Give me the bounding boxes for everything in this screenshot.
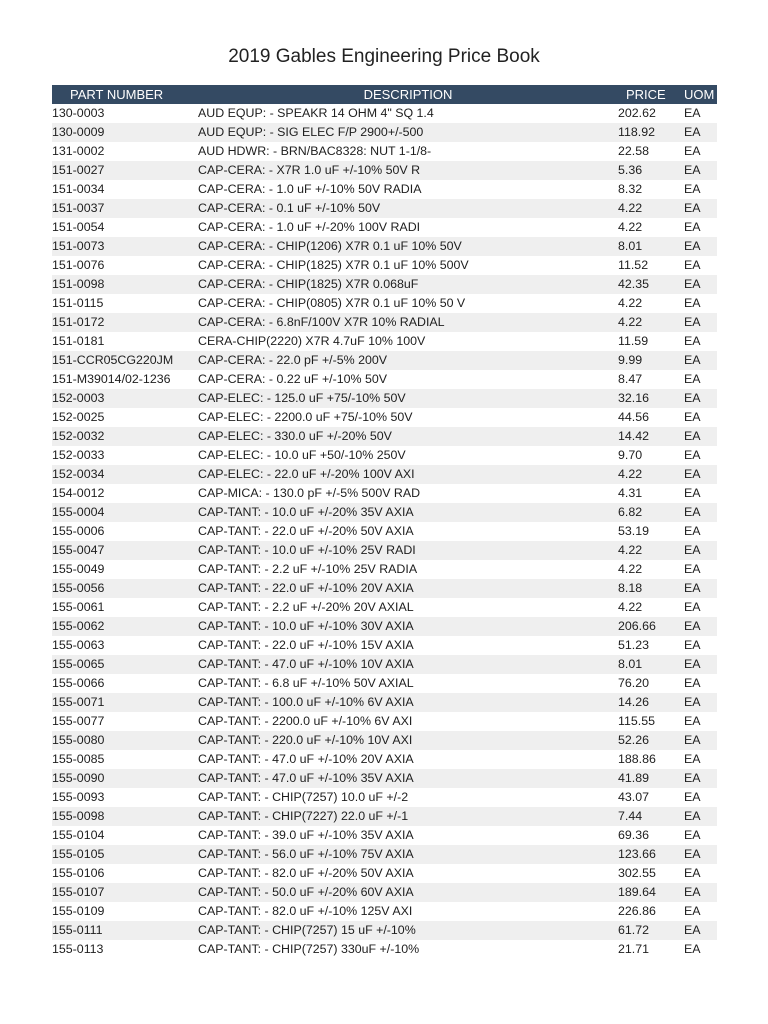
part-number-cell: 154-0012	[52, 486, 105, 500]
description-cell: CAP-TANT: - CHIP(7227) 22.0 uF +/-1	[198, 809, 409, 823]
price-cell: 9.70	[618, 448, 643, 462]
table-row	[52, 788, 717, 807]
price-cell: 69.36	[618, 828, 650, 842]
description-cell: CAP-TANT: - 2200.0 uF +/-10% 6V AXI	[198, 714, 413, 728]
part-number-cell: 152-0034	[52, 467, 105, 481]
part-number-cell: 155-0071	[52, 695, 105, 709]
price-cell: 9.99	[618, 353, 643, 367]
part-number-cell: 155-0004	[52, 505, 105, 519]
part-number-cell: 151-0172	[52, 315, 105, 329]
part-number-cell: 155-0085	[52, 752, 105, 766]
table-row	[52, 389, 717, 408]
price-cell: 61.72	[618, 923, 650, 937]
description-cell: CAP-TANT: - 56.0 uF +/-10% 75V AXIA	[198, 847, 414, 861]
table-row	[52, 693, 717, 712]
table-body	[52, 104, 717, 959]
part-number-cell: 155-0106	[52, 866, 105, 880]
part-number-cell: 155-0077	[52, 714, 105, 728]
table-row	[52, 921, 717, 940]
price-cell: 189.64	[618, 885, 656, 899]
table-row	[52, 313, 717, 332]
table-row	[52, 332, 717, 351]
price-cell: 7.44	[618, 809, 643, 823]
price-cell: 4.22	[618, 467, 643, 481]
description-cell: CAP-TANT: - 2.2 uF +/-10% 25V RADIA	[198, 562, 418, 576]
price-cell: 4.22	[618, 600, 643, 614]
table-row	[52, 503, 717, 522]
table-row	[52, 712, 717, 731]
table-row	[52, 351, 717, 370]
table-row	[52, 484, 717, 503]
price-cell: 51.23	[618, 638, 650, 652]
price-cell: 8.01	[618, 239, 643, 253]
table-row	[52, 655, 717, 674]
table-row	[52, 579, 717, 598]
uom-cell: EA	[684, 733, 701, 747]
price-cell: 226.86	[618, 904, 656, 918]
description-cell: CAP-TANT: - 6.8 uF +/-10% 50V AXIAL	[198, 676, 414, 690]
part-number-cell: 155-0006	[52, 524, 105, 538]
part-number-cell: 155-0113	[52, 942, 104, 956]
description-cell: CAP-CERA: - CHIP(1825) X7R 0.1 uF 10% 500V	[198, 258, 469, 272]
part-number-cell: 155-0056	[52, 581, 105, 595]
table-row	[52, 522, 717, 541]
header-price: PRICE	[626, 87, 666, 102]
description-cell: CAP-TANT: - CHIP(7257) 330uF +/-10%	[198, 942, 420, 956]
part-number-cell: 155-0066	[52, 676, 105, 690]
uom-cell: EA	[684, 657, 701, 671]
price-cell: 123.66	[618, 847, 656, 861]
description-cell: CAP-TANT: - 10.0 uF +/-20% 35V AXIA	[198, 505, 414, 519]
uom-cell: EA	[684, 486, 701, 500]
part-number-cell: 155-0111	[52, 923, 103, 937]
uom-cell: EA	[684, 524, 701, 538]
uom-cell: EA	[684, 714, 701, 728]
uom-cell: EA	[684, 562, 701, 576]
description-cell: AUD HDWR: - BRN/BAC8328: NUT 1-1/8-	[198, 144, 432, 158]
description-cell: CAP-MICA: - 130.0 pF +/-5% 500V RAD	[198, 486, 421, 500]
price-cell: 118.92	[618, 125, 655, 139]
description-cell: CAP-ELEC: - 125.0 uF +75/-10% 50V	[198, 391, 406, 405]
uom-cell: EA	[684, 467, 701, 481]
description-cell: CAP-TANT: - 22.0 uF +/-20% 50V AXIA	[198, 524, 414, 538]
table-row	[52, 598, 717, 617]
description-cell: CAP-CERA: - 0.1 uF +/-10% 50V	[198, 201, 381, 215]
part-number-cell: 151-0115	[52, 296, 104, 310]
table-row	[52, 826, 717, 845]
description-cell: CAP-TANT: - 47.0 uF +/-10% 20V AXIA	[198, 752, 414, 766]
price-cell: 4.22	[618, 296, 643, 310]
description-cell: CAP-CERA: - X7R 1.0 uF +/-10% 50V R	[198, 163, 421, 177]
table-row	[52, 237, 717, 256]
table-row	[52, 142, 717, 161]
uom-cell: EA	[684, 125, 701, 139]
part-number-cell: 155-0063	[52, 638, 105, 652]
description-cell: AUD EQUP: - SPEAKR 14 OHM 4" SQ 1.4	[198, 106, 434, 120]
table-row	[52, 275, 717, 294]
price-cell: 76.20	[618, 676, 650, 690]
description-cell: CAP-TANT: - 47.0 uF +/-10% 35V AXIA	[198, 771, 414, 785]
description-cell: CAP-CERA: - 6.8nF/100V X7R 10% RADIAL	[198, 315, 445, 329]
description-cell: CAP-TANT: - 2.2 uF +/-20% 20V AXIAL	[198, 600, 414, 614]
uom-cell: EA	[684, 239, 701, 253]
uom-cell: EA	[684, 543, 701, 557]
table-row	[52, 218, 717, 237]
description-cell: CAP-TANT: - 82.0 uF +/-20% 50V AXIA	[198, 866, 414, 880]
description-cell: CAP-ELEC: - 330.0 uF +/-20% 50V	[198, 429, 392, 443]
description-cell: CAP-ELEC: - 2200.0 uF +75/-10% 50V	[198, 410, 413, 424]
part-number-cell: 155-0093	[52, 790, 105, 804]
description-cell: CAP-TANT: - 10.0 uF +/-10% 25V RADI	[198, 543, 416, 557]
description-cell: CAP-TANT: - 100.0 uF +/-10% 6V AXIA	[198, 695, 414, 709]
table-row	[52, 541, 717, 560]
part-number-cell: 155-0080	[52, 733, 105, 747]
price-cell: 14.26	[618, 695, 650, 709]
price-cell: 14.42	[618, 429, 650, 443]
uom-cell: EA	[684, 315, 701, 329]
uom-cell: EA	[684, 695, 701, 709]
header-uom: UOM	[684, 87, 715, 102]
part-number-cell: 155-0062	[52, 619, 105, 633]
table-row	[52, 256, 717, 275]
description-cell: CAP-CERA: - 1.0 uF +/-10% 50V RADIA	[198, 182, 422, 196]
part-number-cell: 155-0109	[52, 904, 105, 918]
part-number-cell: 152-0003	[52, 391, 105, 405]
price-cell: 302.55	[618, 866, 656, 880]
part-number-cell: 155-0049	[52, 562, 105, 576]
uom-cell: EA	[684, 429, 701, 443]
uom-cell: EA	[684, 771, 701, 785]
uom-cell: EA	[684, 847, 701, 861]
part-number-cell: 152-0033	[52, 448, 105, 462]
uom-cell: EA	[684, 372, 701, 386]
table-row	[52, 807, 717, 826]
part-number-cell: 152-0025	[52, 410, 105, 424]
price-cell: 6.82	[618, 505, 643, 519]
description-cell: CAP-CERA: - CHIP(0805) X7R 0.1 uF 10% 50 V	[198, 296, 466, 310]
description-cell: CAP-CERA: - 22.0 pF +/-5% 200V	[198, 353, 388, 367]
description-cell: CAP-CERA: - CHIP(1825) X7R 0.068uF	[198, 277, 419, 291]
uom-cell: EA	[684, 201, 701, 215]
price-cell: 22.58	[618, 144, 650, 158]
price-cell: 8.32	[618, 182, 643, 196]
part-number-cell: 151-M39014/02-1236	[52, 372, 171, 386]
table-row	[52, 161, 717, 180]
price-cell: 4.22	[618, 562, 643, 576]
uom-cell: EA	[684, 619, 701, 633]
price-cell: 53.19	[618, 524, 650, 538]
header-part-number: PART NUMBER	[70, 87, 164, 102]
part-number-cell: 151-0054	[52, 220, 105, 234]
description-cell: CAP-TANT: - 10.0 uF +/-10% 30V AXIA	[198, 619, 414, 633]
uom-cell: EA	[684, 828, 701, 842]
uom-cell: EA	[684, 296, 701, 310]
description-cell: CAP-CERA: - 1.0 uF +/-20% 100V RADI	[198, 220, 421, 234]
uom-cell: EA	[684, 600, 701, 614]
uom-cell: EA	[684, 258, 701, 272]
uom-cell: EA	[684, 809, 701, 823]
part-number-cell: 130-0009	[52, 125, 105, 139]
price-cell: 43.07	[618, 790, 650, 804]
description-cell: CERA-CHIP(2220) X7R 4.7uF 10% 100V	[198, 334, 426, 348]
price-cell: 11.52	[618, 258, 649, 272]
price-cell: 4.31	[618, 486, 643, 500]
table-row	[52, 427, 717, 446]
part-number-cell: 151-0073	[52, 239, 105, 253]
table-row	[52, 731, 717, 750]
description-cell: CAP-TANT: - 47.0 uF +/-10% 10V AXIA	[198, 657, 414, 671]
uom-cell: EA	[684, 391, 701, 405]
part-number-cell: 155-0090	[52, 771, 105, 785]
price-cell: 8.47	[618, 372, 643, 386]
table-row	[52, 104, 717, 123]
uom-cell: EA	[684, 163, 701, 177]
price-cell: 11.59	[618, 334, 649, 348]
description-cell: CAP-TANT: - 220.0 uF +/-10% 10V AXI	[198, 733, 413, 747]
table-row	[52, 940, 717, 959]
table-row	[52, 294, 717, 313]
price-cell: 8.01	[618, 657, 643, 671]
description-cell: CAP-TANT: - CHIP(7257) 10.0 uF +/-2	[198, 790, 409, 804]
table-row	[52, 465, 717, 484]
table-row	[52, 370, 717, 389]
description-cell: CAP-ELEC: - 10.0 uF +50/-10% 250V	[198, 448, 406, 462]
table-row	[52, 560, 717, 579]
description-cell: CAP-TANT: - 22.0 uF +/-10% 15V AXIA	[198, 638, 414, 652]
part-number-cell: 155-0104	[52, 828, 105, 842]
table-row	[52, 180, 717, 199]
price-cell: 115.55	[618, 714, 655, 728]
table-row	[52, 750, 717, 769]
description-cell: CAP-TANT: - 39.0 uF +/-10% 35V AXIA	[198, 828, 414, 842]
table-row	[52, 769, 717, 788]
uom-cell: EA	[684, 505, 701, 519]
uom-cell: EA	[684, 942, 701, 956]
uom-cell: EA	[684, 866, 701, 880]
price-cell: 4.22	[618, 315, 643, 329]
price-cell: 188.86	[618, 752, 656, 766]
table-row	[52, 864, 717, 883]
table-row	[52, 446, 717, 465]
part-number-cell: 155-0061	[52, 600, 105, 614]
description-cell: CAP-ELEC: - 22.0 uF +/-20% 100V AXI	[198, 467, 415, 481]
description-cell: CAP-TANT: - 50.0 uF +/-20% 60V AXIA	[198, 885, 414, 899]
part-number-cell: 151-0037	[52, 201, 105, 215]
price-cell: 41.89	[618, 771, 650, 785]
part-number-cell: 151-0098	[52, 277, 105, 291]
part-number-cell: 152-0032	[52, 429, 105, 443]
price-table	[52, 85, 717, 959]
uom-cell: EA	[684, 334, 701, 348]
price-cell: 44.56	[618, 410, 650, 424]
uom-cell: EA	[684, 106, 701, 120]
table-row	[52, 845, 717, 864]
description-cell: CAP-CERA: - CHIP(1206) X7R 0.1 uF 10% 50V	[198, 239, 462, 253]
table-row	[52, 883, 717, 902]
price-cell: 52.26	[618, 733, 650, 747]
price-cell: 202.62	[618, 106, 656, 120]
table-row	[52, 674, 717, 693]
table-row	[52, 199, 717, 218]
uom-cell: EA	[684, 182, 701, 196]
uom-cell: EA	[684, 923, 701, 937]
part-number-cell: 130-0003	[52, 106, 105, 120]
uom-cell: EA	[684, 410, 701, 424]
uom-cell: EA	[684, 581, 701, 595]
part-number-cell: 151-0027	[52, 163, 105, 177]
price-cell: 5.36	[618, 163, 643, 177]
table-row	[52, 408, 717, 427]
price-cell: 4.22	[618, 201, 643, 215]
description-cell: CAP-CERA: - 0.22 uF +/-10% 50V	[198, 372, 388, 386]
price-cell: 4.22	[618, 543, 643, 557]
description-cell: CAP-TANT: - CHIP(7257) 15 uF +/-10%	[198, 923, 416, 937]
part-number-cell: 155-0098	[52, 809, 105, 823]
uom-cell: EA	[684, 144, 701, 158]
table-row	[52, 617, 717, 636]
part-number-cell: 155-0105	[52, 847, 105, 861]
uom-cell: EA	[684, 885, 701, 899]
header-description: DESCRIPTION	[363, 87, 453, 102]
table-row	[52, 636, 717, 655]
page-title: 2019 Gables Engineering Price Book	[228, 46, 540, 67]
uom-cell: EA	[684, 752, 701, 766]
price-cell: 4.22	[618, 220, 643, 234]
description-cell: AUD EQUP: - SIG ELEC F/P 2900+/-500	[198, 125, 424, 139]
uom-cell: EA	[684, 220, 701, 234]
table-header	[52, 85, 717, 104]
part-number-cell: 151-0076	[52, 258, 105, 272]
part-number-cell: 151-0034	[52, 182, 105, 196]
uom-cell: EA	[684, 790, 701, 804]
part-number-cell: 131-0002	[52, 144, 105, 158]
part-number-cell: 151-0181	[52, 334, 105, 348]
uom-cell: EA	[684, 676, 701, 690]
price-cell: 8.18	[618, 581, 643, 595]
uom-cell: EA	[684, 353, 701, 367]
uom-cell: EA	[684, 448, 701, 462]
price-cell: 21.71	[618, 942, 650, 956]
description-cell: CAP-TANT: - 82.0 uF +/-10% 125V AXI	[198, 904, 413, 918]
price-cell: 32.16	[618, 391, 650, 405]
description-cell: CAP-TANT: - 22.0 uF +/-10% 20V AXIA	[198, 581, 414, 595]
part-number-cell: 155-0047	[52, 543, 105, 557]
price-cell: 206.66	[618, 619, 656, 633]
price-cell: 42.35	[618, 277, 650, 291]
part-number-cell: 151-CCR05CG220JM	[52, 353, 174, 367]
uom-cell: EA	[684, 904, 701, 918]
table-row	[52, 902, 717, 921]
uom-cell: EA	[684, 638, 701, 652]
table-row	[52, 123, 717, 142]
uom-cell: EA	[684, 277, 701, 291]
part-number-cell: 155-0065	[52, 657, 105, 671]
part-number-cell: 155-0107	[52, 885, 105, 899]
